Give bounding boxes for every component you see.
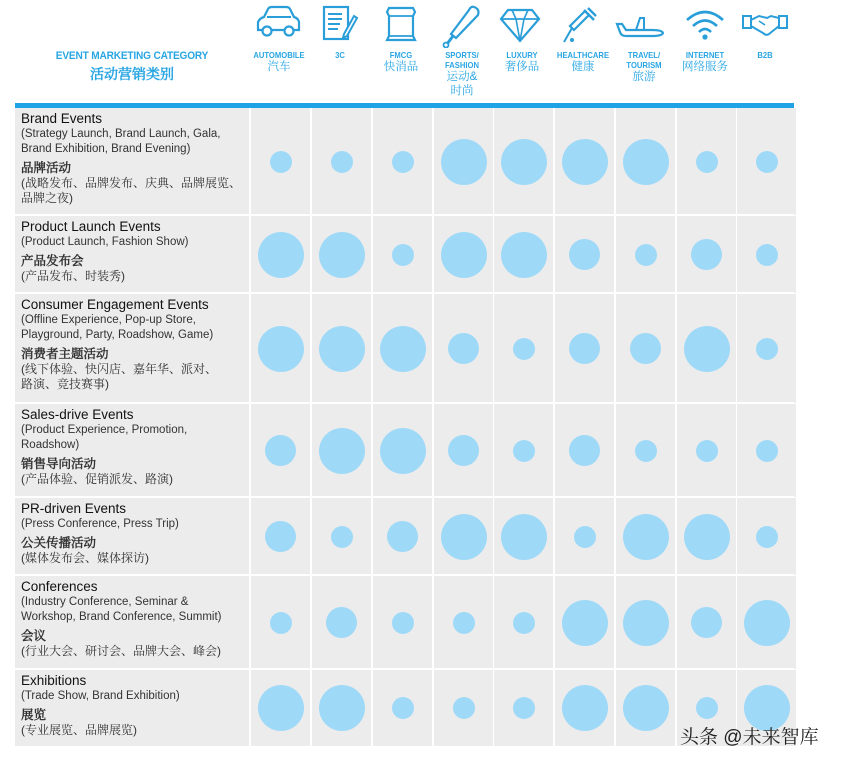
bubble-mark xyxy=(562,600,608,646)
watermark: 头条 @未来智库 xyxy=(680,727,819,748)
bubble-mark xyxy=(691,607,722,638)
bubble-mark xyxy=(623,600,669,646)
bubble-mark xyxy=(392,244,414,266)
column-label-en: B2B xyxy=(757,50,773,60)
column-label-zh: 运动& 时尚 xyxy=(446,71,478,97)
baseball-bat-icon xyxy=(442,4,482,53)
row-title-zh: 公关传播活动 xyxy=(21,536,97,550)
column-label-en: TRAVEL/ TOURISM xyxy=(626,50,662,70)
row-title-zh: 展览 xyxy=(21,708,47,722)
column-label-en: LUXURY xyxy=(506,50,538,60)
row-label xyxy=(15,294,249,403)
column-label xyxy=(673,50,737,74)
bubble-mark xyxy=(756,526,778,548)
column-label xyxy=(551,50,615,74)
row-title-zh: 销售导向活动 xyxy=(21,457,97,471)
bubble-mark xyxy=(270,151,292,173)
row-description-zh: (产品体验、促销派发、路演) xyxy=(21,472,173,486)
bubble-mark xyxy=(392,697,414,719)
bubble-mark xyxy=(380,428,426,474)
row-description-zh: (战略发布、品牌发布、庆典、品牌展览、 品牌之夜) xyxy=(21,176,241,205)
bubble-mark xyxy=(441,232,487,278)
bubble-mark xyxy=(387,521,418,552)
column-label-en: AUTOMOBILE xyxy=(253,50,305,60)
bubble-mark xyxy=(623,514,669,560)
bubble-mark xyxy=(756,151,778,173)
row-title: Brand Events xyxy=(21,111,103,126)
bubble-mark xyxy=(635,244,657,266)
row-label xyxy=(15,108,249,215)
bubble-mark xyxy=(319,428,365,474)
column-label-zh: 快消品 xyxy=(383,61,419,73)
bubble-mark xyxy=(270,612,292,634)
column-label-en: FMCG xyxy=(389,50,413,60)
bubble-mark xyxy=(684,514,730,560)
row-title-zh: 消费者主题活动 xyxy=(21,347,109,361)
bubble-mark xyxy=(448,435,479,466)
bubble-mark xyxy=(319,326,365,372)
bubble-mark xyxy=(756,244,778,266)
bubble-mark xyxy=(392,612,414,634)
bubble-mark xyxy=(441,514,487,560)
bubble-mark xyxy=(513,440,535,462)
category-header xyxy=(18,50,246,84)
bubble-mark xyxy=(331,151,353,173)
row-description: (Product Launch, Fashion Show) xyxy=(21,236,189,248)
bubble-mark xyxy=(696,697,718,719)
bubble-mark xyxy=(756,440,778,462)
bubble-mark xyxy=(319,232,365,278)
bubble-mark xyxy=(623,685,669,731)
bubble-mark xyxy=(441,139,487,185)
document-edit-icon xyxy=(320,4,360,49)
column-label xyxy=(733,50,797,60)
row-label xyxy=(15,216,249,293)
column-label-en: SPORTS/ FASHION xyxy=(444,50,480,70)
bubble-mark xyxy=(623,139,669,185)
bubble-mark xyxy=(453,697,475,719)
row-title: Exhibitions xyxy=(21,673,87,688)
bubble-mark xyxy=(684,326,730,372)
row-title: Consumer Engagement Events xyxy=(21,297,209,312)
row-title: PR-driven Events xyxy=(21,501,127,516)
bubble-mark xyxy=(392,151,414,173)
bubble-mark xyxy=(319,685,365,731)
package-icon xyxy=(383,4,419,49)
bubble-mark xyxy=(258,326,304,372)
bubble-mark xyxy=(691,239,722,270)
row-title-zh: 品牌活动 xyxy=(21,161,72,175)
car-icon xyxy=(254,4,302,45)
row-title-zh: 会议 xyxy=(21,629,47,643)
column-label-zh: 网络服务 xyxy=(682,61,728,73)
row-description: (Industry Conference, Seminar & Workshop, Brand Conference, Summit) xyxy=(21,596,222,623)
row-description: (Press Conference, Press Trip) xyxy=(21,518,179,530)
row-description-zh: (媒体发布会、媒体探访) xyxy=(21,551,149,565)
row-description: (Product Experience, Promotion, Roadshow) xyxy=(21,424,188,451)
row-label xyxy=(15,670,249,746)
category-title-zh: 活动营销类别 xyxy=(90,66,174,82)
bubble-mark xyxy=(562,685,608,731)
bubble-mark xyxy=(513,338,535,360)
column-label xyxy=(308,50,372,60)
row-title: Sales-drive Events xyxy=(21,407,134,422)
bubble-mark xyxy=(380,326,426,372)
bubble-mark xyxy=(562,139,608,185)
bubble-mark xyxy=(265,435,296,466)
row-description: (Offline Experience, Pop-up Store, Playground, Party, Roadshow, Game) xyxy=(21,314,214,341)
row-description: (Trade Show, Brand Exhibition) xyxy=(21,690,180,702)
wifi-icon xyxy=(683,6,727,47)
column-label-en: INTERNET xyxy=(685,50,725,60)
row-description-zh: (专业展览、品牌展览) xyxy=(21,723,137,737)
bubble-mark xyxy=(265,521,296,552)
bubble-mark xyxy=(696,440,718,462)
bubble-mark xyxy=(513,697,535,719)
bubble-mark xyxy=(696,151,718,173)
row-label xyxy=(15,498,249,575)
bubble-mark xyxy=(448,333,479,364)
row-description-zh: (线下体验、快闪店、嘉年华、派对、 路演、竞技赛事) xyxy=(21,362,217,391)
handshake-icon xyxy=(741,8,789,47)
column-label xyxy=(369,50,433,74)
bubble-mark xyxy=(574,526,596,548)
row-label xyxy=(15,576,249,669)
airplane-icon xyxy=(614,10,666,47)
column-label-zh: 健康 xyxy=(571,61,595,73)
column-label-en: 3C xyxy=(335,50,345,60)
bubble-mark xyxy=(630,333,661,364)
syringe-icon xyxy=(560,4,600,53)
column-label-zh: 奢侈品 xyxy=(504,61,540,73)
category-title-en: EVENT MARKETING CATEGORY xyxy=(55,50,209,62)
diamond-icon xyxy=(498,6,542,49)
column-label xyxy=(490,50,554,74)
bubble-mark xyxy=(513,612,535,634)
row-title: Product Launch Events xyxy=(21,219,161,234)
bubble-mark xyxy=(501,139,547,185)
bubble-mark xyxy=(569,435,600,466)
bubble-mark xyxy=(635,440,657,462)
bubble-mark xyxy=(501,514,547,560)
bubble-mark xyxy=(569,333,600,364)
column-label-en: HEALTHCARE xyxy=(556,50,610,60)
column-label xyxy=(430,50,494,98)
bubble-mark xyxy=(258,685,304,731)
bubble-mark xyxy=(501,232,547,278)
column-label-zh: 旅游 xyxy=(632,71,656,83)
bubble-mark xyxy=(744,600,790,646)
bubble-mark xyxy=(331,526,353,548)
row-description-zh: (产品发布、时装秀) xyxy=(21,269,125,283)
row-label xyxy=(15,404,249,497)
bubble-mark xyxy=(569,239,600,270)
row-title-zh: 产品发布会 xyxy=(21,254,84,268)
bubble-mark xyxy=(453,612,475,634)
row-description: (Strategy Launch, Brand Launch, Gala, Brand Exhibition, Brand Evening) xyxy=(21,128,221,155)
row-description-zh: (行业大会、研讨会、品牌大会、峰会) xyxy=(21,644,221,658)
row-title: Conferences xyxy=(21,579,98,594)
column-label xyxy=(612,50,676,84)
column-label xyxy=(247,50,311,74)
bubble-mark xyxy=(756,338,778,360)
column-label-zh: 汽车 xyxy=(267,61,291,73)
bubble-mark xyxy=(258,232,304,278)
bubble-mark xyxy=(326,607,357,638)
